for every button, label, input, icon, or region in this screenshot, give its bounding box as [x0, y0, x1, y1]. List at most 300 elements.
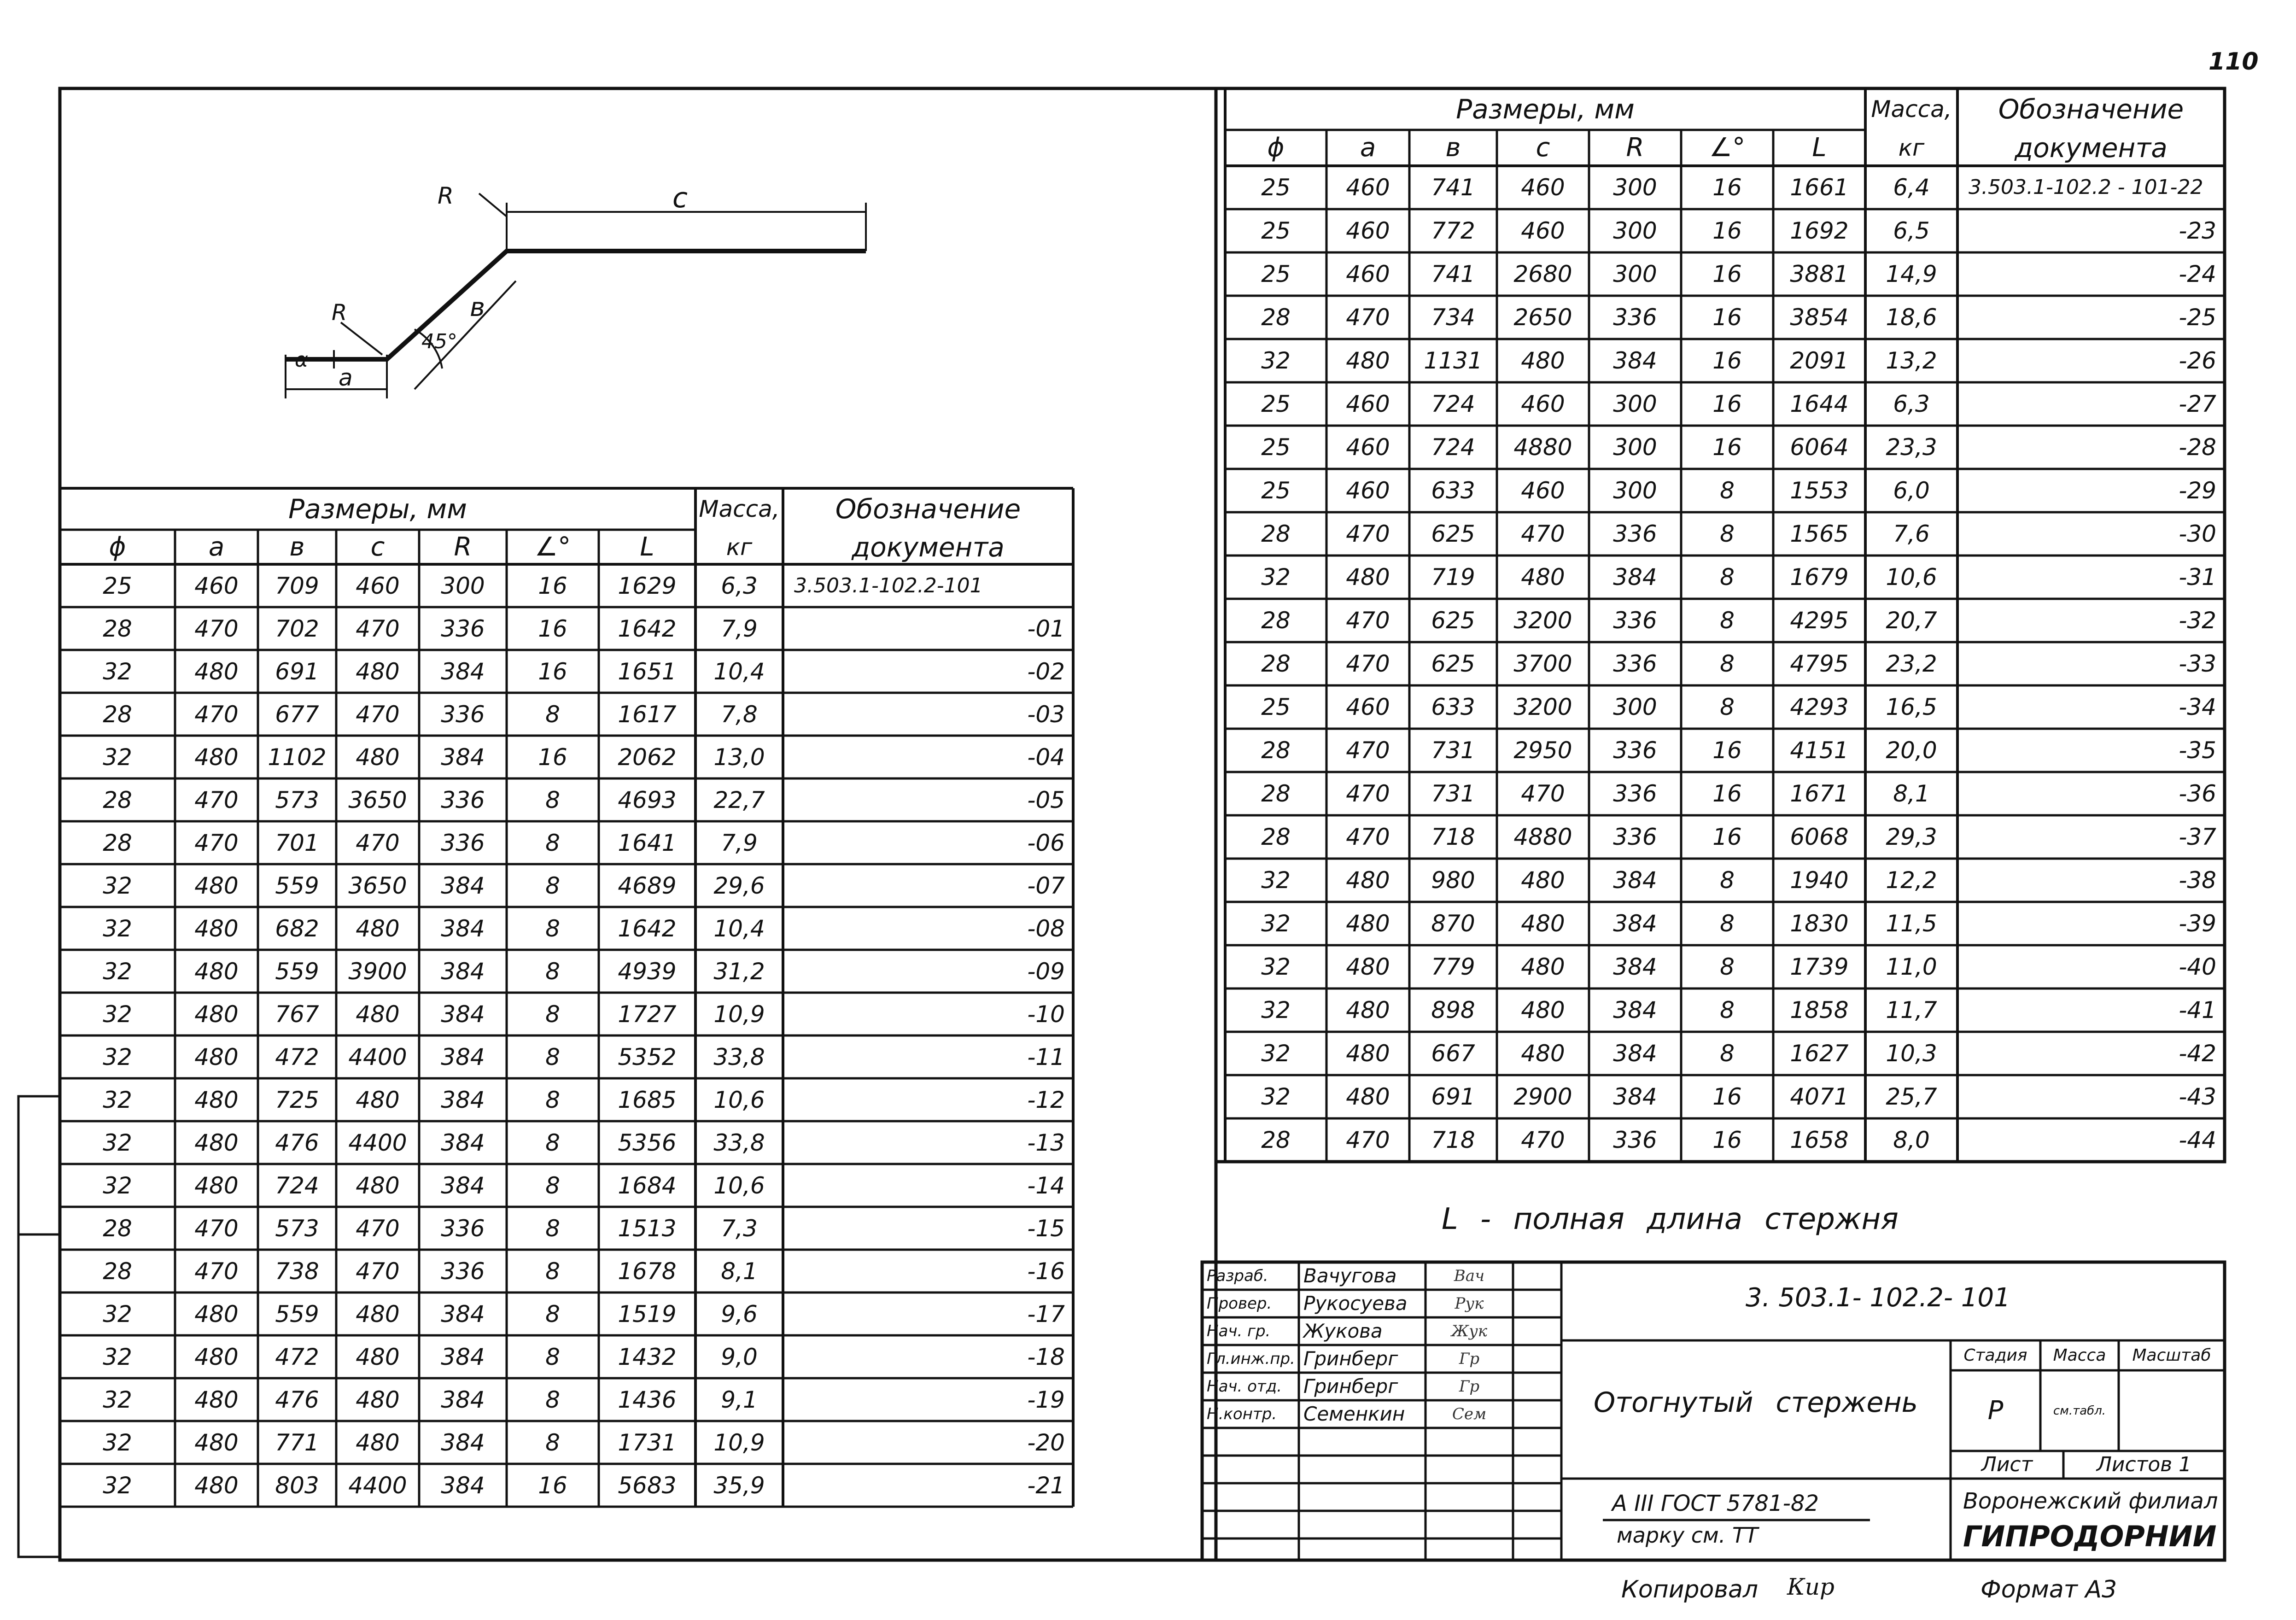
left-table-cell: 10,6 — [713, 1172, 765, 1199]
right-table-cell: 25 — [1261, 694, 1291, 720]
left-table-cell: 480 — [194, 915, 239, 942]
right-table-cell: 16 — [1712, 1083, 1742, 1110]
right-table-cell: 1627 — [1790, 1040, 1849, 1067]
right-table-cell: 16 — [1712, 1127, 1742, 1153]
right-table-cell: 25 — [1261, 434, 1291, 461]
right-table-cell: 4880 — [1513, 434, 1572, 461]
right-table-cell: 898 — [1431, 997, 1475, 1023]
right-table-cell: 32 — [1261, 1040, 1291, 1067]
left-table-cell: 5352 — [618, 1043, 677, 1070]
right-table-cell: 4151 — [1790, 737, 1849, 764]
right-table-cell: 10,3 — [1886, 1040, 1937, 1067]
left-table-cell: 8 — [545, 786, 560, 813]
right-table-cell: -39 — [2179, 910, 2216, 937]
left-table-cell: -14 — [1027, 1172, 1065, 1199]
left-table-cell: 480 — [356, 1429, 400, 1456]
left-table-cell: 470 — [194, 1257, 239, 1285]
right-table-cell: -34 — [2179, 694, 2216, 720]
left-table-cell: 32 — [103, 1043, 132, 1070]
left-table-cell: 480 — [194, 958, 239, 985]
right-table-cell: 32 — [1261, 347, 1291, 374]
right-table-cell: 633 — [1431, 694, 1475, 720]
left-table-cell: 1727 — [618, 1000, 677, 1028]
right-table-cell: 731 — [1431, 780, 1475, 807]
right-table-cell: -28 — [2179, 434, 2216, 461]
left-table-cell: -03 — [1027, 701, 1065, 728]
left-table-cell: 336 — [441, 1257, 485, 1285]
right-table-cell: 384 — [1613, 347, 1657, 374]
right-table-cell: 23,3 — [1886, 434, 1937, 461]
left-table-cell: 1436 — [618, 1386, 677, 1413]
right-table-cell: 460 — [1346, 261, 1390, 287]
right-table-cell: 2680 — [1513, 261, 1572, 287]
left-table-cell: -05 — [1027, 786, 1065, 813]
right-table-cell: 2950 — [1513, 737, 1572, 764]
right-table-cell: 336 — [1613, 607, 1657, 634]
left-table-cell: 10,9 — [713, 1000, 765, 1028]
right-table-cell: -27 — [2179, 391, 2216, 417]
left-table-cell: 32 — [103, 1172, 132, 1199]
right-table-cell: 11,5 — [1886, 910, 1937, 937]
left-table-cell: 384 — [441, 1000, 485, 1028]
right-table-cell: 11,0 — [1886, 953, 1937, 980]
left-table-cell: 336 — [441, 1215, 485, 1242]
right-table-cell: 18,6 — [1886, 304, 1937, 331]
format-label: Формат А3 — [1981, 1576, 2117, 1603]
left-table-cell: 3650 — [348, 872, 407, 899]
title-block-name: Гринберг — [1303, 1347, 1398, 1370]
right-table-cell: -35 — [2179, 737, 2216, 764]
right-table-cell: 460 — [1521, 217, 1565, 244]
right-table-cell: 16 — [1712, 347, 1742, 374]
left-table-cell: 771 — [275, 1429, 319, 1456]
left-table-cell: 8 — [545, 1215, 560, 1242]
right-table-cell: 1830 — [1790, 910, 1849, 937]
right-table-cell: -43 — [2179, 1083, 2216, 1110]
right-table-cell: 2091 — [1790, 347, 1849, 374]
right-table-cell: 480 — [1521, 1040, 1565, 1067]
left-table-cell: 480 — [194, 1129, 239, 1156]
left-table-col-header: R — [454, 532, 472, 562]
left-table-cell: 682 — [275, 915, 319, 942]
right-table-cell: 28 — [1261, 304, 1291, 331]
left-table-cell: 8 — [545, 1129, 560, 1156]
left-table-cell: -17 — [1027, 1300, 1065, 1328]
left-table-cell: 1642 — [618, 915, 677, 942]
right-table-cell: 384 — [1613, 997, 1657, 1023]
left-table-cell: 25 — [103, 572, 132, 599]
right-table-cell: 470 — [1346, 1127, 1390, 1153]
right-table-cell: 480 — [1346, 953, 1390, 980]
right-table-col-header: ∠° — [1709, 133, 1746, 163]
right-table-cell: 470 — [1521, 780, 1565, 807]
left-table-cell: 1684 — [618, 1172, 677, 1199]
left-table-cell: 33,8 — [713, 1129, 765, 1156]
left-table-cell: 35,9 — [713, 1472, 765, 1499]
left-table-cell: 4400 — [348, 1043, 407, 1070]
left-table-cell: 8 — [545, 1429, 560, 1456]
right-table-cell: 2900 — [1513, 1083, 1572, 1110]
right-table-cell: 8 — [1720, 564, 1735, 591]
left-table-cell: 32 — [103, 658, 132, 685]
left-table-cell: 480 — [356, 1000, 400, 1028]
left-table-cell: 470 — [356, 701, 400, 728]
right-table-cell: -25 — [2179, 304, 2216, 331]
left-table-cell: 384 — [441, 743, 485, 771]
right-table-cell: 384 — [1613, 1083, 1657, 1110]
left-table-cell: 8 — [545, 1300, 560, 1328]
left-table-header-mass-unit: кг — [726, 533, 753, 561]
left-table-cell: 336 — [441, 829, 485, 856]
right-table-cell: 1940 — [1790, 867, 1849, 894]
stage-value: Р — [1987, 1395, 2004, 1426]
right-table-cell: 470 — [1346, 607, 1390, 634]
left-table-cell: 8 — [545, 1172, 560, 1199]
left-table-cell: 32 — [103, 1429, 132, 1456]
left-table-cell: 480 — [194, 1343, 239, 1370]
left-table-cell: 4400 — [348, 1129, 407, 1156]
left-table-cell: 8 — [545, 958, 560, 985]
right-table-cell: 8 — [1720, 521, 1735, 547]
right-table-cell: 470 — [1346, 780, 1390, 807]
right-table-cell: 741 — [1431, 174, 1475, 201]
left-table-cell: 10,6 — [713, 1086, 765, 1113]
left-table-cell: 691 — [275, 658, 319, 685]
left-table-cell: 28 — [103, 829, 132, 856]
left-table-cell: 472 — [275, 1343, 319, 1370]
left-table-cell: -10 — [1027, 1000, 1065, 1028]
left-table-cell: 9,0 — [721, 1343, 758, 1370]
right-table-cell: 8 — [1720, 477, 1735, 504]
left-table-cell: 480 — [194, 1300, 239, 1328]
right-table-cell: 625 — [1431, 607, 1475, 634]
right-table-cell: 480 — [1346, 564, 1390, 591]
left-table-cell: 803 — [275, 1472, 319, 1499]
left-table-header-doc: Обозначение — [835, 493, 1021, 525]
left-table-cell: 32 — [103, 1386, 132, 1413]
left-table-cell: 336 — [441, 786, 485, 813]
right-table-cell: 480 — [1346, 347, 1390, 374]
right-table-cell: 6068 — [1790, 824, 1849, 850]
title-block-name: Гринберг — [1303, 1375, 1398, 1398]
right-table-cell: 1644 — [1790, 391, 1849, 417]
right-table-cell: 470 — [1346, 737, 1390, 764]
left-table-cell: 4939 — [618, 958, 677, 985]
right-table-cell: 724 — [1431, 391, 1475, 417]
left-table-cell: 3900 — [348, 958, 407, 985]
right-table-cell: 470 — [1346, 650, 1390, 677]
left-table-cell: 480 — [356, 1343, 400, 1370]
left-table-cell: 460 — [194, 572, 239, 599]
left-table-cell: 1513 — [618, 1215, 677, 1242]
right-table-cell: 980 — [1431, 867, 1475, 894]
right-table-cell: -31 — [2179, 564, 2216, 591]
left-table-cell: 8 — [545, 1386, 560, 1413]
title-block-name: Семенкин — [1303, 1403, 1405, 1425]
left-table-cell: 10,4 — [713, 915, 765, 942]
right-table-cell: 719 — [1431, 564, 1475, 591]
title-block-signature: Сем — [1452, 1405, 1487, 1423]
left-table-cell: 7,9 — [721, 829, 758, 856]
right-table-cell: 3200 — [1513, 694, 1572, 720]
left-table-cell: -09 — [1027, 958, 1065, 985]
right-table-header-mass: Масса, — [1871, 96, 1952, 123]
left-table-cell: 1731 — [618, 1429, 677, 1456]
right-table-cell: 384 — [1613, 953, 1657, 980]
left-table-cell: 9,1 — [721, 1386, 758, 1413]
right-table-cell: 32 — [1261, 867, 1291, 894]
left-table-cell: 384 — [441, 1386, 485, 1413]
scale-label: Масштаб — [2132, 1346, 2211, 1365]
left-table-cell: 384 — [441, 1172, 485, 1199]
right-table-cell: 16 — [1712, 174, 1742, 201]
right-table-cell: 460 — [1521, 174, 1565, 201]
right-table-header-doc-2: документа — [2015, 132, 2167, 164]
left-table-cell: 384 — [441, 872, 485, 899]
title-block-name: Вачугова — [1303, 1264, 1397, 1287]
left-table-cell: 724 — [275, 1172, 319, 1199]
left-table-cell: 384 — [441, 1043, 485, 1070]
left-table-cell: 28 — [103, 1215, 132, 1242]
right-table-cell: 6,3 — [1893, 391, 1930, 417]
title-block-name: Рукосуева — [1303, 1292, 1408, 1315]
left-table-cell: 1651 — [618, 658, 677, 685]
left-table-cell: 4689 — [618, 872, 677, 899]
left-table-cell: 470 — [194, 615, 239, 642]
right-table-cell: 1739 — [1790, 953, 1849, 980]
right-table-cell: 6064 — [1790, 434, 1849, 461]
right-table-cell: 336 — [1613, 824, 1657, 850]
right-table-cell: -36 — [2179, 780, 2216, 807]
right-table-header-dimensions: Размеры, мм — [1456, 94, 1635, 125]
left-table-cell: 573 — [275, 786, 319, 813]
left-table-cell: -13 — [1027, 1129, 1065, 1156]
left-table-cell: 480 — [356, 743, 400, 771]
steel-line2: марку см. ТТ — [1617, 1523, 1759, 1548]
left-table-cell: 384 — [441, 915, 485, 942]
left-table-cell: 8 — [545, 829, 560, 856]
right-table-cell: 300 — [1613, 391, 1657, 417]
right-table-cell: 25 — [1261, 391, 1291, 417]
right-table-cell: 16 — [1712, 304, 1742, 331]
right-table-cell: 470 — [1346, 521, 1390, 547]
right-table-cell: 336 — [1613, 780, 1657, 807]
diagram-label-a: a — [339, 364, 353, 391]
right-table-cell: 300 — [1613, 477, 1657, 504]
right-table-cell: 470 — [1521, 521, 1565, 547]
right-table-cell: 13,2 — [1886, 347, 1937, 374]
right-table-cell: 779 — [1431, 953, 1475, 980]
right-table-cell: 480 — [1521, 910, 1565, 937]
left-table-cell: 32 — [103, 1472, 132, 1499]
left-table-cell: 29,6 — [713, 872, 765, 899]
title-block-role: Нач. гр. — [1207, 1322, 1271, 1340]
left-table-cell: 10,4 — [713, 658, 765, 685]
right-table-cell: 480 — [1521, 564, 1565, 591]
left-table-cell: 22,7 — [713, 786, 765, 813]
right-table-cell: 25 — [1261, 261, 1291, 287]
right-table-cell: 741 — [1431, 261, 1475, 287]
title-block-role: Разраб. — [1207, 1267, 1268, 1285]
right-table-cell: 25,7 — [1886, 1083, 1937, 1110]
left-table-cell: 7,3 — [721, 1215, 758, 1242]
left-table-cell: 702 — [275, 615, 319, 642]
right-table-cell: -24 — [2179, 261, 2216, 287]
title-block-role: Нач. отд. — [1207, 1377, 1282, 1396]
left-table-cell: 8,1 — [721, 1257, 758, 1285]
left-table-cell: -19 — [1027, 1386, 1065, 1413]
left-table-cell: 9,6 — [721, 1300, 758, 1328]
left-table-cell: 470 — [194, 786, 239, 813]
right-table-cell: 3700 — [1513, 650, 1572, 677]
right-table-cell: -42 — [2179, 1040, 2216, 1067]
copied-label: Копировал — [1621, 1576, 1759, 1603]
right-table-cell: 20,0 — [1886, 737, 1937, 764]
left-table-cell: 8 — [545, 1043, 560, 1070]
sheets-label: Листов 1 — [2096, 1453, 2192, 1476]
right-table-cell: 480 — [1521, 997, 1565, 1023]
left-table-cell: 476 — [275, 1129, 319, 1156]
left-table-cell: 480 — [356, 1386, 400, 1413]
right-table-cell: 20,7 — [1886, 607, 1937, 634]
right-table-cell: 6,5 — [1893, 217, 1930, 244]
right-table-cell: 480 — [1346, 1083, 1390, 1110]
left-table-cell: 16 — [538, 743, 567, 771]
right-table-cell: 724 — [1431, 434, 1475, 461]
right-table-cell: 460 — [1521, 391, 1565, 417]
left-table-cell: 16 — [538, 658, 567, 685]
right-table-cell: 1553 — [1790, 477, 1849, 504]
left-table-cell: 32 — [103, 1300, 132, 1328]
left-table-cell: 1102 — [268, 743, 327, 771]
left-table-cell: 559 — [275, 958, 319, 985]
right-table-cell: 1679 — [1790, 564, 1849, 591]
left-table-cell: 480 — [356, 1086, 400, 1113]
right-table-cell: 28 — [1261, 1127, 1291, 1153]
right-table-cell: -40 — [2179, 953, 2216, 980]
right-table-cell: 300 — [1613, 261, 1657, 287]
left-table-cell: 480 — [194, 1472, 239, 1499]
right-table-cell: 12,2 — [1886, 867, 1937, 894]
leader-R-left — [341, 322, 382, 355]
left-table-cell: 32 — [103, 872, 132, 899]
right-table-cell: 1858 — [1790, 997, 1849, 1023]
left-table-header-mass: Масса, — [699, 496, 780, 522]
left-table-cell: 559 — [275, 1300, 319, 1328]
right-table-cell: 11,7 — [1886, 997, 1937, 1023]
right-table-cell: 16 — [1712, 434, 1742, 461]
right-table-cell: 8 — [1720, 694, 1735, 720]
left-table-cell: 480 — [194, 1386, 239, 1413]
left-table-cell: 470 — [356, 1215, 400, 1242]
left-table-cell: 4693 — [618, 786, 677, 813]
sheet-label: Лист — [1981, 1453, 2033, 1476]
right-table-cell: 4071 — [1790, 1083, 1849, 1110]
right-table-cell: 3200 — [1513, 607, 1572, 634]
left-table-cell: 1519 — [618, 1300, 677, 1328]
right-table-header-doc: Обозначение — [1998, 94, 2184, 125]
left-table-cell: 767 — [275, 1000, 319, 1028]
left-table-cell: 470 — [194, 829, 239, 856]
left-table-cell: 470 — [356, 1257, 400, 1285]
left-table-cell: -16 — [1027, 1257, 1065, 1285]
left-table-cell: 1642 — [618, 615, 677, 642]
right-table-cell: 460 — [1346, 217, 1390, 244]
right-table-cell: 32 — [1261, 1083, 1291, 1110]
right-table-cell: 1692 — [1790, 217, 1849, 244]
left-table-cell: -07 — [1027, 872, 1065, 899]
right-table-cell: 384 — [1613, 910, 1657, 937]
right-table-col-header: a — [1360, 133, 1376, 163]
right-table-cell: 300 — [1613, 694, 1657, 720]
right-table-cell: 336 — [1613, 1127, 1657, 1153]
right-table-cell: 384 — [1613, 867, 1657, 894]
left-table-cell: 559 — [275, 872, 319, 899]
left-table-cell: 470 — [356, 615, 400, 642]
right-table-cell: 28 — [1261, 780, 1291, 807]
right-table-cell: 32 — [1261, 910, 1291, 937]
left-table-cell: 3650 — [348, 786, 407, 813]
right-table-cell: 734 — [1431, 304, 1475, 331]
right-table-cell: 28 — [1261, 521, 1291, 547]
right-table-cell: 460 — [1346, 174, 1390, 201]
right-table-cell: 28 — [1261, 607, 1291, 634]
left-table-cell: -02 — [1027, 658, 1065, 685]
left-table-cell: 8 — [545, 915, 560, 942]
title-block-signature: Гр — [1459, 1350, 1480, 1368]
left-table-cell: 32 — [103, 1129, 132, 1156]
right-table-cell: 23,2 — [1886, 650, 1937, 677]
diagram-label-alpha: α — [295, 348, 309, 372]
left-table-cell: 1685 — [618, 1086, 677, 1113]
right-table-cell: 718 — [1431, 824, 1475, 850]
left-table-cell: 8 — [545, 1257, 560, 1285]
right-table-cell: 16 — [1712, 737, 1742, 764]
left-table-cell: 677 — [275, 701, 319, 728]
left-table-cell: 10,9 — [713, 1429, 765, 1456]
left-table-cell: 5683 — [618, 1472, 677, 1499]
left-table-cell: 5356 — [618, 1129, 677, 1156]
right-table-col-header: c — [1536, 133, 1550, 163]
right-table-cell: 8,0 — [1893, 1127, 1930, 1153]
title-block-name: Жукова — [1303, 1320, 1383, 1342]
right-table-cell: 16 — [1712, 261, 1742, 287]
left-table-col-header: c — [370, 532, 385, 562]
right-table-cell: 460 — [1346, 694, 1390, 720]
left-table-cell: 3.503.1-102.2-101 — [794, 573, 983, 597]
left-table-cell: -18 — [1027, 1343, 1065, 1370]
right-table-cell: 28 — [1261, 824, 1291, 850]
diagram-label-R-left: R — [332, 300, 347, 326]
title-block-signature: Вач — [1454, 1267, 1485, 1285]
sheet-number: 110 — [2208, 48, 2259, 76]
left-table-cell: 32 — [103, 743, 132, 771]
left-table-cell: 8 — [545, 1343, 560, 1370]
left-table-cell: 470 — [194, 1215, 239, 1242]
diagram-label-c: c — [672, 182, 688, 214]
left-table-col-header: a — [208, 532, 225, 562]
left-table-cell: 470 — [356, 829, 400, 856]
left-table-cell: 336 — [441, 701, 485, 728]
right-table-cell: 8 — [1720, 997, 1735, 1023]
left-table-cell: 573 — [275, 1215, 319, 1242]
mass-label: Масса — [2053, 1346, 2106, 1365]
right-table-cell: 718 — [1431, 1127, 1475, 1153]
right-table-cell: 3854 — [1790, 304, 1849, 331]
left-table-cell: 480 — [356, 915, 400, 942]
diagram-label-b: в — [470, 292, 485, 322]
right-table-cell: 480 — [1346, 997, 1390, 1023]
